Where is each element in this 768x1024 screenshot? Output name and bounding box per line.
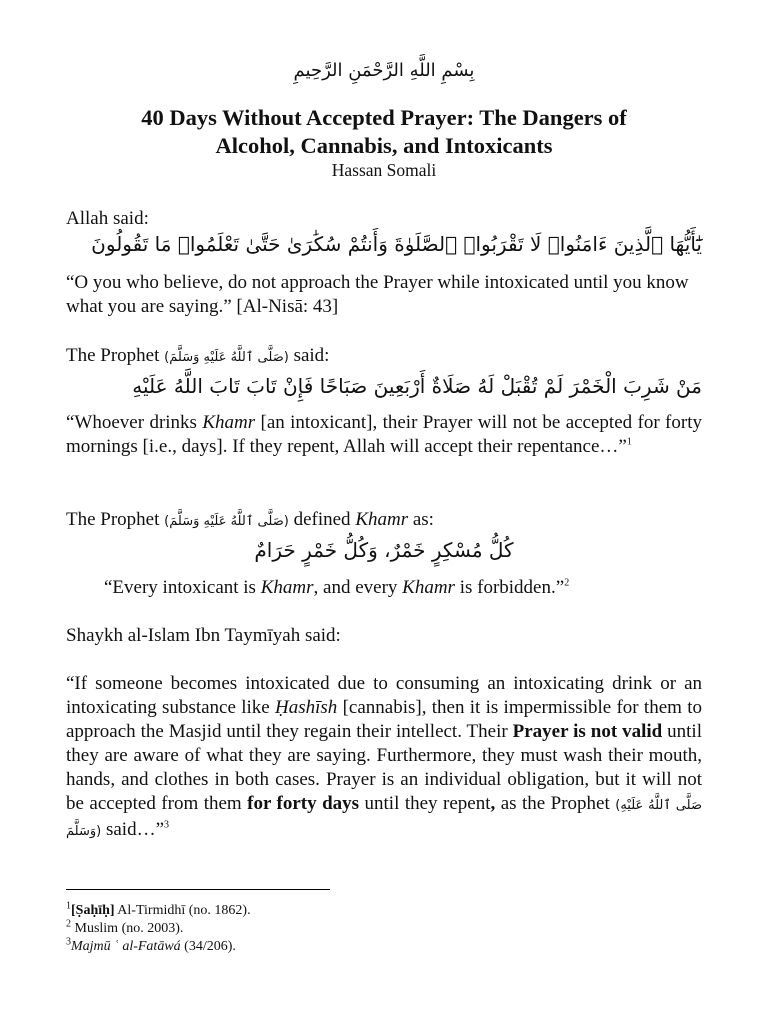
section1-arabic-verse: يَٰٓأَيُّهَا ٱلَّذِينَ ءَامَنُوا۟ لَا تَقْرَبُوا۟ ٱلصَّلَوٰةَ وَأَنتُمْ سُكَٰرَىٰ حَتَّىٰ تَعْلَمُوا۟ مَا تَقُولُونَ — [91, 232, 702, 256]
section3-arabic-hadith: كُلُّ مُسْكِرٍ خَمْرٌ، وَكُلُّ خَمْرٍ حَرَامٌ — [254, 538, 514, 562]
section2-intro: The Prophet (صَلَّى ٱللَّهُ عَلَيْهِ وَسَلَّمَ) said: — [66, 345, 330, 366]
title-line-1: 40 Days Without Accepted Prayer: The Dangers of — [141, 105, 627, 130]
section1-intro: Allah said: — [66, 208, 149, 229]
footnote-divider — [66, 889, 330, 890]
section4-intro: Shaykh al-Islam Ibn Taymīyah said: — [66, 625, 341, 646]
section1-translation: “O you who believe, do not approach the Prayer while intoxicated until you know what you are saying.” [Al-Nisā: 43] — [66, 272, 689, 317]
section3-intro: The Prophet (صَلَّى ٱللَّهُ عَلَيْهِ وَسَلَّمَ) defined Khamr as: — [66, 509, 434, 530]
title-line-2: Alcohol, Cannabis, and Intoxicants — [215, 133, 553, 158]
section2-translation: “Whoever drinks Khamr [an intoxicant], their Prayer will not be accepted for forty mornings [i.e., days]. If they repent, Allah will accept their repentance…”$^1$ — [66, 412, 702, 457]
honorific: (صَلَّى ٱللَّهُ عَلَيْهِ وَسَلَّمَ) — [66, 798, 702, 839]
section4-quote: “If someone becomes intoxicated due to consuming an intoxicating drink or an intoxicating substance like Ḥashīsh [cannabis], then it is impermissible for them to approach the Masjid until they regain their intellect. Their Prayer is not valid until they are aware of what they are saying. Furthermore, they must wash their mouth, hands, and clothes in both cases. Prayer is an individual obligation, but it will not be accepted from them for forty days until they repent, as the Prophet (صَلَّى ٱللَّهُ عَلَيْهِ وَسَلَّمَ) said…”$^3$ — [66, 673, 702, 840]
section3-translation: “Every intoxicant is Khamr, and every Khamr is forbidden.”$^2$ — [104, 577, 570, 598]
footnote-1: $^1$[Ṣaḥīḥ] Al-Tirmidhī (no. 1862). — [66, 900, 251, 918]
footnote-ref-1[interactable]: 1 — [626, 436, 632, 448]
section2-arabic-hadith: مَنْ شَرِبَ الْخَمْرَ لَمْ تُقْبَلْ لَهُ صَلَاةٌ أَرْبَعِينَ صَبَاحًا فَإِنْ تَابَ تَابَ اللَّهُ عَلَيْهِ — [132, 374, 702, 398]
footnote-2: $^2$ Muslim (no. 2003). — [66, 918, 184, 936]
honorific: (صَلَّى ٱللَّهُ عَلَيْهِ وَسَلَّمَ) — [164, 514, 289, 529]
basmala-calligraphy: بِسْمِ اللَّهِ الرَّحْمَنِ الرَّحِيمِ — [293, 60, 475, 81]
author-name: Hassan Somali — [331, 160, 437, 180]
footnote-ref-2[interactable]: 2 — [564, 577, 570, 589]
page-title — [60, 104, 708, 160]
honorific: (صَلَّى ٱللَّهُ عَلَيْهِ وَسَلَّمَ) — [164, 350, 289, 365]
footnote-3: $^3$Majmū ʿ al-Fatāwá (34/206). — [66, 936, 236, 954]
footnote-ref-3[interactable]: 3 — [164, 819, 170, 831]
